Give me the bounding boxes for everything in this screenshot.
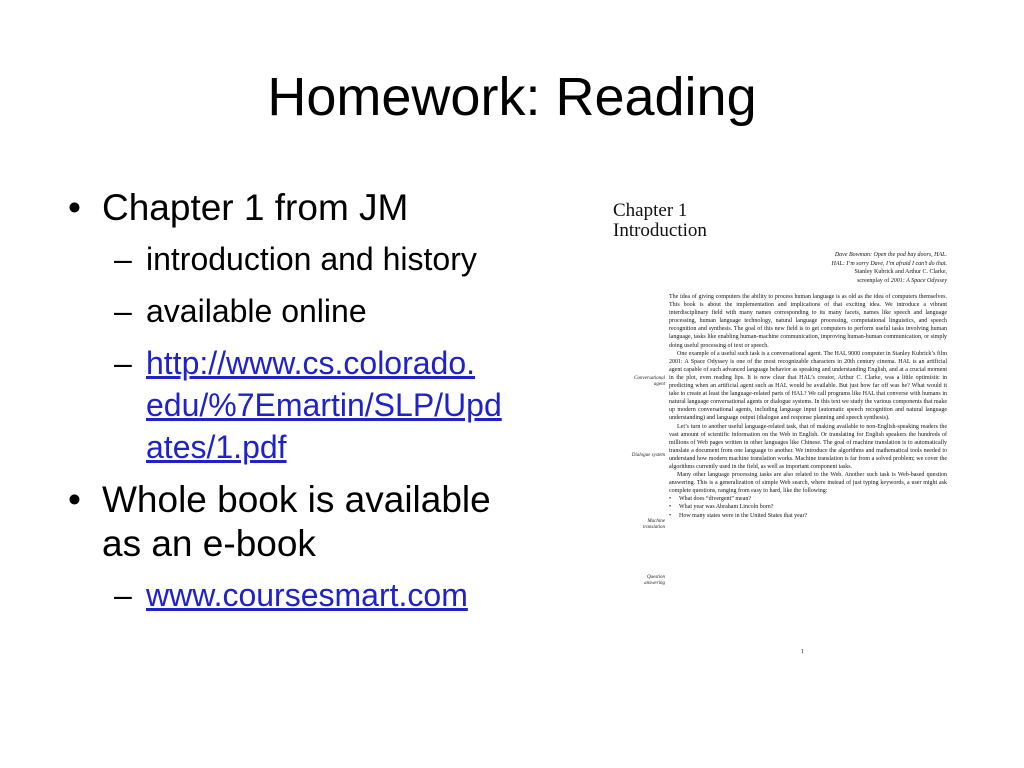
bullet-dot-icon: •: [68, 187, 81, 228]
dash-icon: –: [114, 577, 132, 613]
bullet-text: Chapter 1 from JM: [102, 187, 409, 228]
chapter-page-image: [605, 195, 955, 665]
bullet-dot-icon: •: [68, 479, 81, 520]
dash-icon: –: [114, 241, 132, 277]
question-item: • What does “divergent” mean?: [679, 495, 947, 503]
bullet-item: [68, 478, 588, 566]
paragraph: The idea of giving computers the ability to process human language is as old as the idea of computers themselves. This book is about the implementation and implications of that exciting idea. We introduce a vibrant interdisciplinary field with many names corresponding to its many facets, names like speech and language processing, human language technology, natural language processing, computational linguistics, and speech recognition and synthesis. The goal of this new field is to get computers to perform useful tasks involving human language, tasks like enabling human-machine communication, improving human-human communication, or simply doing useful processing of text or speech.: [669, 294, 947, 349]
link-line: edu/%7Emartin/SLP/Upd: [146, 387, 502, 423]
question-item: • What year was Abraham Lincoln born?: [679, 503, 947, 511]
epigraph: [747, 251, 947, 285]
margin-note-line: Conversational: [634, 376, 665, 381]
margin-note: [615, 519, 665, 531]
epigraph-line: Dave Bowman: Open the pod bay doors, HAL.: [834, 252, 947, 258]
dash-icon: –: [114, 293, 132, 329]
chapter-heading-line: Chapter 1: [613, 200, 688, 221]
margin-note-line: Question: [646, 575, 665, 580]
sub-bullet-text: available online: [146, 293, 367, 329]
epigraph-line: Stanley Kubrick and Arthur C. Clarke,: [854, 269, 947, 275]
page-number: 1: [801, 649, 804, 655]
margin-note-line: Dialogue system: [631, 453, 665, 458]
sub-bullet-item: [114, 238, 588, 280]
bullet-list: [68, 186, 588, 626]
paragraph: One example of a useful such task is a conversational agent. The HAL 9000 computer in Stanley Kubrick’s film 2001: A Space Odyssey is one of the most recognizable characters in 20th century cinema. HAL is an artificial agent capable of such advanced language behavior as speaking and understanding English, and at a crucial moment in the plot, even reading lips. It is now clear that HAL’s creator, Arthur C. Clarke, was a little optimistic in predicting when an artificial agent such as HAL would be available. But just how far off was he? What would it take to create at least the language-related parts of HAL? We call programs like HAL that converse with humans in natural language conversational agents or dialogue systems. In this text we study the various components that make up modern conversational agents, including language input (automatic speech recognition and natural language understanding) and language output (dialogue and response planning and speech synthesis).: [669, 350, 947, 422]
paragraph: Many other language processing tasks are also related to the Web. Another such task is Web-based question answering. This is a generalization of simple Web search, where instead of just typing keywords, a user might ask complete questions, ranging from easy to hard, like the following:: [669, 472, 947, 495]
slide-title: Homework: Reading: [267, 67, 757, 127]
coursesmart-link[interactable]: www.coursesmart.com: [146, 577, 468, 613]
sub-bullet-item: [114, 574, 588, 616]
margin-note-line: agent: [653, 382, 665, 387]
chapter-heading-line: Introduction: [613, 220, 707, 241]
margin-note: [615, 453, 665, 459]
epigraph-film-title: 2001: A Space Odyssey: [890, 277, 947, 284]
bullet-text-line: Whole book is available: [102, 479, 491, 520]
paragraph: Let’s turn to another useful language-related task, that of making available to non-English-speaking readers the vast amount of scientific information on the Web in English. Or translating for English speakers the hundreds of millions of Web pages written in other languages like Chinese. The goal of machine translation is to automatically translate a document from one language to another. We introduce the algorithms and mathematical tools needed to understand how modern machine translation works. Machine translation is far from a solved problem; we cover the algorithms currently used in the field, as well as important component tasks.: [669, 423, 947, 470]
link-line: ates/1.pdf: [146, 429, 287, 465]
sub-bullet-item: [114, 342, 588, 468]
chapter-body-text: [669, 293, 947, 520]
margin-note-line: answering: [644, 581, 665, 586]
question-item: • How many states were in the United States that year?: [679, 512, 947, 520]
question-list: [669, 495, 947, 519]
link-line: http://www.cs.colorado.: [146, 345, 476, 381]
margin-note-line: translation: [643, 525, 665, 530]
margin-note: [615, 575, 665, 587]
margin-note: [615, 376, 665, 388]
epigraph-line: screenplay of: [857, 277, 891, 284]
sub-bullet-item: [114, 290, 588, 332]
bullet-text-line: as an e-book: [102, 523, 316, 564]
sub-bullet-text: introduction and history: [146, 241, 477, 277]
bullet-item: [68, 186, 588, 230]
dash-icon: –: [114, 345, 132, 381]
epigraph-line: HAL: I’m sorry Dave, I’m afraid I can’t do that.: [831, 260, 947, 267]
chapter-heading: [613, 201, 707, 241]
chapter-pdf-link[interactable]: [146, 345, 502, 465]
margin-note-line: Machine: [647, 519, 665, 524]
